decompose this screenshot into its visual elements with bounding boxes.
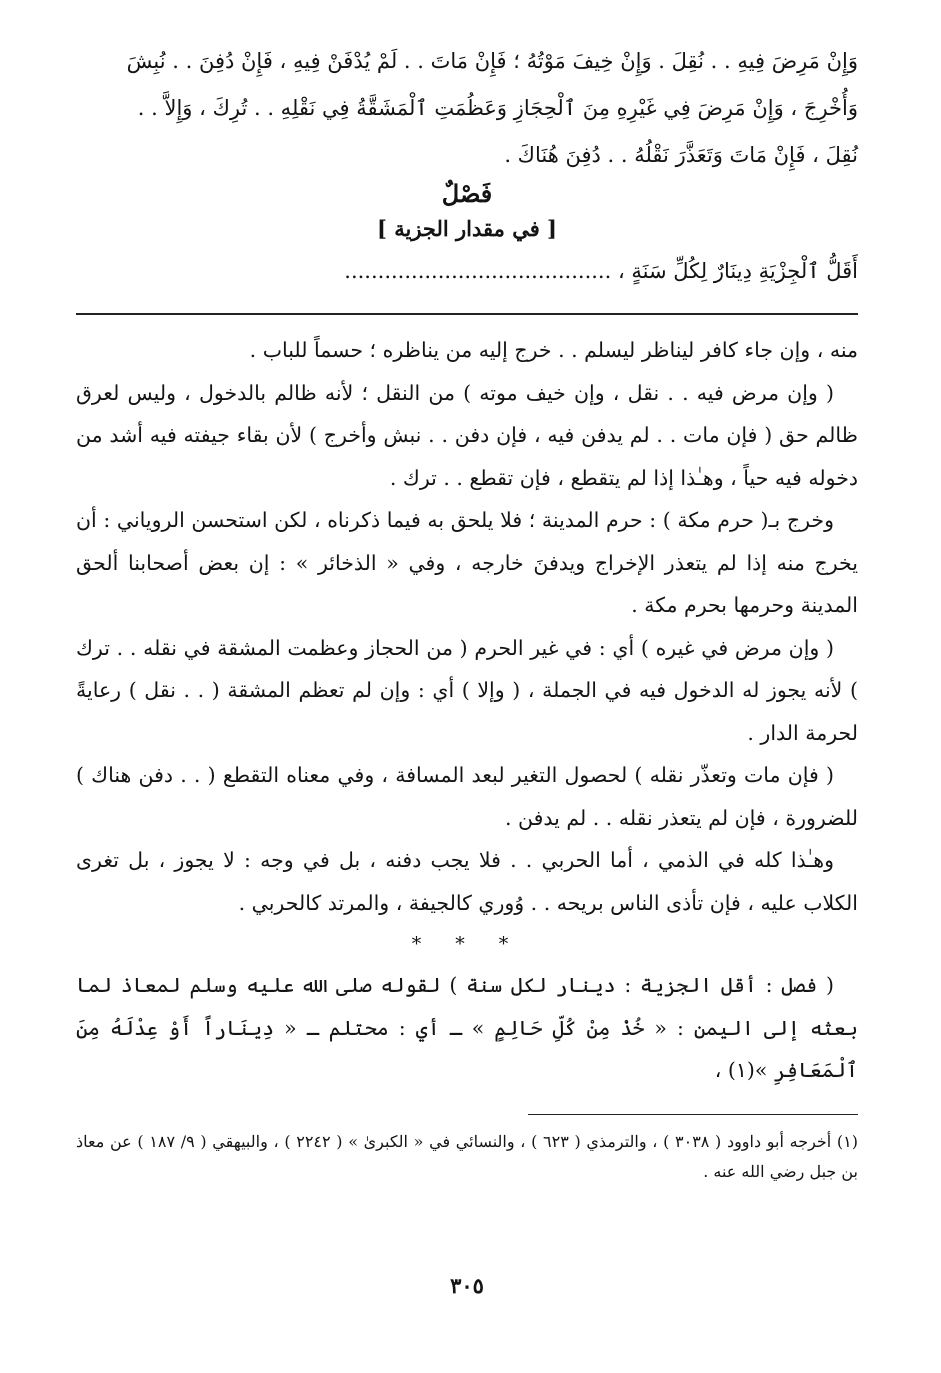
section-heading: [76, 177, 858, 247]
footnote-divider: [528, 1114, 858, 1115]
sharh-paragraph: وخرج بـ( حرم مكة ) : حرم المدينة ؛ فلا يلحق به فيما ذكرناه ، لكن استحسن الروياني : أن يخرج منه إذا لم يتعذر الإخراج ويدفنَ خارجه ، وفي « الذخائر » : إن بعض أصحابنا ألحق المدينة وحرمها بحرم مكة .: [76, 508, 858, 617]
matn-sharh-divider: [76, 313, 858, 315]
footnote-text: (١) أخرجه أبو داوود ( ٣٠٣٨ ) ، والترمذي ( ٦٢٣ ) ، والنسائي في « الكبرىٰ » ( ٢٢٤٢ ) ، والبيهقي ( ٩/ ١٨٧ ) عن معاذ بن جبل رضي الله عنه .: [76, 1131, 859, 1181]
matn-line: نُقِلَ ، فَإِنْ مَاتَ وَتَعَذَّرَ نَقْلُهُ . . دُفِنَ هُنَاكَ .: [504, 143, 858, 167]
matn-text: [76, 38, 858, 179]
page-number: ٣٠٥: [450, 1273, 484, 1298]
fasl-title: فَصْلٌ: [441, 179, 493, 208]
matn-line: وَإِنْ مَرِضَ فِيهِ . . نُقِلَ . وَإِنْ خِيفَ مَوْتُهُ ؛ فَإِنْ مَاتَ . . لَمْ يُدْفَنْ فِيهِ ، فَإِنْ دُفِنَ . . نُبِشَ: [126, 49, 858, 73]
sharh-paragraph: ( وإن مرض فيه . . نقل ، وإن خيف موته ) من النقل ؛ لأنه ظالم بالدخول ، وليس لعرق ظالم حق ( فإن مات . . لم يدفن فيه ، فإن دفن . . نبش وأخرج ) لأن بقاء جيفته فيه أشد من دخوله فيه حياً ، وهـٰذا إذا لم يتقطع ، فإن تقطع . . ترك .: [76, 380, 858, 490]
matn-line: أَقَلُّ ٱلْجِزْيَةِ دِينَارٌ لِكُلِّ سَنَةٍ ، ........................................: [344, 259, 858, 283]
sharh-paragraph: منه ، وإن جاء كافر ليناظر ليسلم . . خرج إليه من يناظره ؛ حسماً للباب .: [249, 338, 858, 362]
fasl-subtitle: [ في مقدار الجزية ]: [376, 216, 557, 241]
book-page: [76, 38, 858, 1358]
footnote: [76, 1127, 858, 1187]
matn-line: وَأُخْرِجَ ، وَإِنْ مَرِضَ فِي غَيْرِهِ مِنَ ٱلْحِجَازِ وَعَظُمَتِ ٱلْمَشَقَّةُ فِي نَقْلِهِ . . تُرِكَ ، وَإِلاَّ . .: [137, 96, 858, 120]
sharh-paragraph: وهـٰذا كله في الذمي ، أما الحربي . . فلا يجب دفنه ، بل في وجه : لا يجوز ، بل تغرى الكلاب عليه ، فإن تأذى الناس بريحه . . وُوري كالجيفة ، والمرتد كالحربي .: [76, 848, 858, 915]
section-separator-stars: * * *: [411, 933, 523, 955]
sharh-paragraph: ( فصل : أقل الجزية : دينار لكل سنة ) لقوله صلى الله عليه وسلم لمعاذ لما بعثه إلى اليمن : « خُذْ مِنْ كُلِّ حَالِمٍ » ـ أي : محتلم ـ « دِينَاراً أَوْ عِدْلَهُ مِنَ ٱلْمَعَافِرِ »(١) ،: [76, 973, 858, 1082]
sharh-text: [76, 329, 858, 1092]
sharh-paragraph: ( وإن مرض في غيره ) أي : في غير الحرم ( من الحجاز وعظمت المشقة في نقله . . ترك ) لأنه يجوز له الدخول فيه في الجملة ، ( وإلا ) أي : وإن لم تعظم المشقة ( . . نقل ) رعايةً لحرمة الدار .: [76, 635, 858, 745]
sharh-paragraph: ( فإن مات وتعذّر نقله ) لحصول التغير لبعد المسافة ، وفي معناه التقطع ( . . دفن هناك ) للضرورة ، فإن لم يتعذر نقله . . لم يدفن .: [76, 763, 858, 830]
